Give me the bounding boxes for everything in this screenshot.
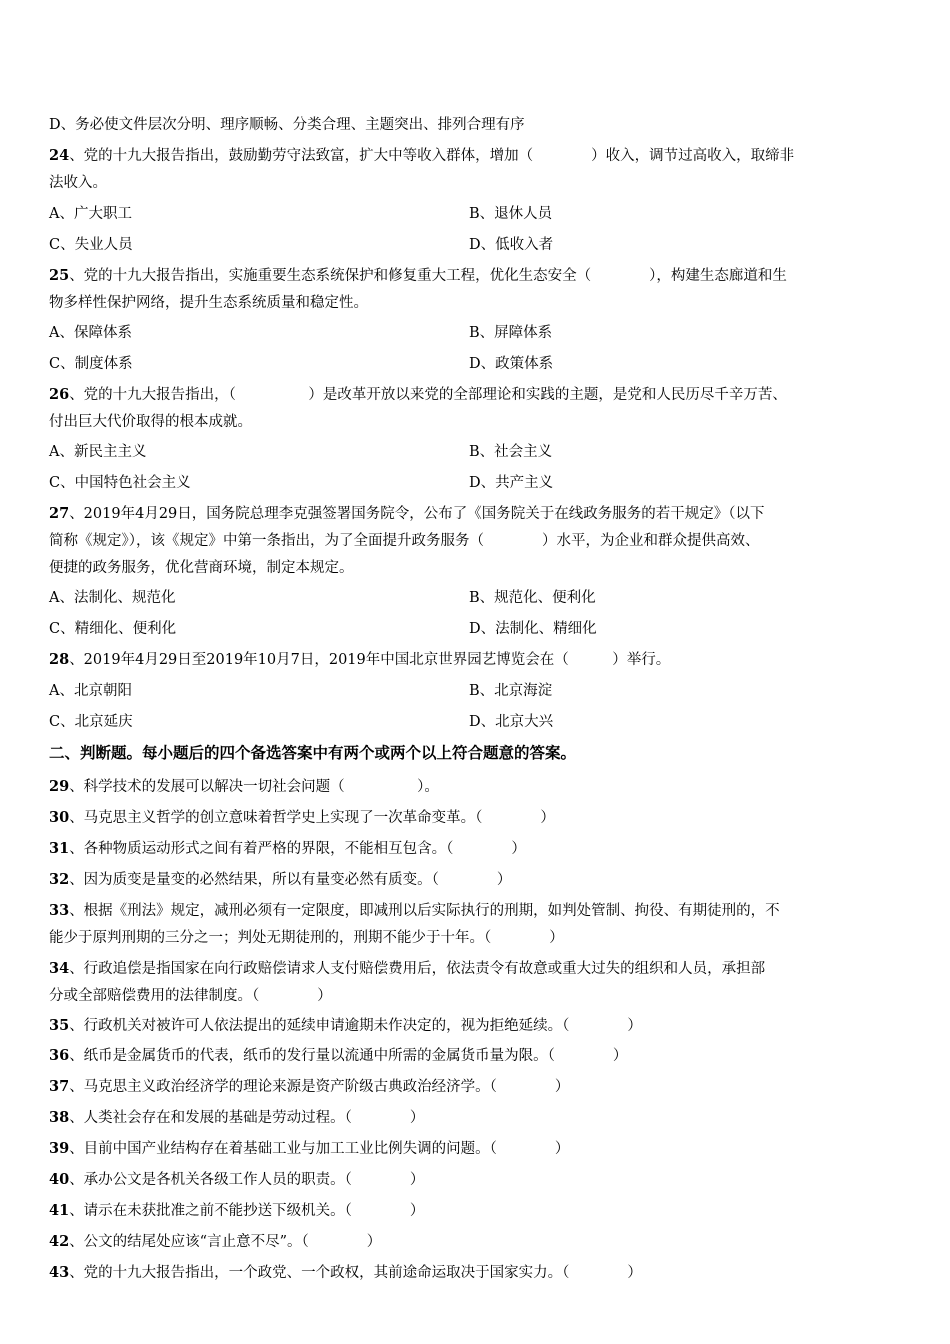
question-32 (49, 871, 889, 889)
option-a: A、新民主主义 (49, 444, 147, 460)
section-title: 二、判断题。每小题后的四个备选答案中有两个或两个以上符合题意的答案。 (49, 744, 577, 762)
question-28 (49, 651, 889, 669)
question-number: 26 (49, 386, 70, 403)
question-number: 30 (49, 809, 70, 826)
option-c: C、失业人员 (49, 237, 133, 253)
question-37 (49, 1078, 889, 1096)
question-text: 、马克思主义政治经济学的理论来源是资产阶级古典政治经济学。（ ） (69, 1079, 570, 1095)
option-b: B、屏障体系 (469, 325, 553, 341)
question-number: 38 (49, 1109, 70, 1126)
question-number: 36 (49, 1047, 70, 1064)
question-number: 29 (49, 778, 70, 795)
question-number: 25 (49, 267, 70, 284)
option-d: D、政策体系 (469, 356, 554, 372)
question-26 (49, 386, 889, 404)
question-text-continued: 物多样性保护网络，提升生态系统质量和稳定性。 (49, 295, 368, 311)
question-text: 、人类社会存在和发展的基础是劳动过程。（ ） (69, 1110, 425, 1126)
question-38 (49, 1109, 889, 1127)
option-b: B、规范化、便利化 (469, 590, 596, 606)
question-text: 、2019年4月29日，国务院总理李克强签署国务院令，公布了《国务院关于在线政务服务的若干规定》（以下 (69, 506, 765, 522)
question-number: 32 (49, 871, 70, 888)
question-29 (49, 778, 889, 796)
question-text-continued: 能少于原判刑期的三分之一；判处无期徒刑的，刑期不能少于十年。（ ） (49, 930, 564, 946)
option-c: C、中国特色社会主义 (49, 475, 191, 491)
question-text-continued: 付出巨大代价取得的根本成就。 (49, 414, 252, 430)
option-c: C、精细化、便利化 (49, 621, 177, 637)
question-text-continued: 分或全部赔偿费用的法律制度。（ ） (49, 988, 332, 1004)
question-number: 33 (49, 902, 70, 919)
question-35 (49, 1017, 889, 1035)
question-text-continued: 便捷的政务服务，优化营商环境，制定本规定。 (49, 560, 354, 576)
option-b: B、北京海淀 (469, 683, 553, 699)
question-text: 、党的十九大报告指出，鼓励勤劳守法致富，扩大中等收入群体，增加（ ）收入，调节过高收入，取缔非 (69, 148, 795, 164)
question-43 (49, 1264, 889, 1282)
question-text: 、党的十九大报告指出，一个政党、一个政权，其前途命运取决于国家实力。（ ） (69, 1265, 642, 1281)
option-c: C、北京延庆 (49, 714, 133, 730)
question-25 (49, 267, 889, 285)
question-42 (49, 1233, 889, 1251)
option-c: C、制度体系 (49, 356, 133, 372)
question-39 (49, 1140, 889, 1158)
question-text: 、党的十九大报告指出，实施重要生态系统保护和修复重大工程，优化生态安全（ ），构建生态廊道和生 (69, 268, 787, 284)
question-text: 、马克思主义哲学的创立意味着哲学史上实现了一次革命变革。（ ） (69, 810, 555, 826)
option-d: D、共产主义 (469, 475, 554, 491)
question-text: 、党的十九大报告指出，（ ）是改革开放以来党的全部理论和实践的主题，是党和人民历尽千辛万苦、 (69, 387, 787, 403)
option-a: A、广大职工 (49, 206, 132, 222)
option-a: A、保障体系 (49, 325, 132, 341)
question-text: 、目前中国产业结构存在着基础工业与加工工业比例失调的问题。（ ） (69, 1141, 570, 1157)
question-31 (49, 840, 889, 858)
question-text: 、纸币是金属货币的代表，纸币的发行量以流通中所需的金属货币量为限。（ ） (69, 1048, 628, 1064)
question-text: 、因为质变是量变的必然结果，所以有量变必然有质变。（ ） (69, 872, 512, 888)
question-number: 40 (49, 1171, 70, 1188)
question-text: 、请示在未获批准之前不能抄送下级机关。（ ） (69, 1203, 425, 1219)
question-number: 41 (49, 1202, 70, 1219)
question-text-continued: 简称《规定》），该《规定》中第一条指出，为了全面提升政务服务（ ）水平，为企业和群众提供高效、 (49, 533, 760, 549)
question-text: 、公文的结尾处应该“言止意不尽”。（ ） (69, 1234, 382, 1250)
option-b: B、退休人员 (469, 206, 553, 222)
option-a: A、北京朝阳 (49, 683, 132, 699)
question-27 (49, 505, 889, 523)
question-41 (49, 1202, 889, 1220)
question-number: 39 (49, 1140, 70, 1157)
question-text: 、2019年4月29日至2019年10月7日，2019年中国北京世界园艺博览会在（ ）举行。 (69, 652, 671, 668)
question-36 (49, 1047, 889, 1065)
question-text: 、科学技术的发展可以解决一切社会问题（ ）。 (69, 779, 439, 795)
question-24 (49, 147, 889, 165)
option-d: D、低收入者 (469, 237, 554, 253)
option-d: D、北京大兴 (469, 714, 554, 730)
option-d: D、法制化、精细化 (469, 621, 597, 637)
question-number: 31 (49, 840, 70, 857)
question-number: 35 (49, 1017, 70, 1034)
question-text: 、根据《刑法》规定，减刑必须有一定限度，即减刑以后实际执行的刑期，如判处管制、拘役、有期徒刑的，不 (69, 903, 780, 919)
question-number: 24 (49, 147, 70, 164)
question-30 (49, 809, 889, 827)
option-b: B、社会主义 (469, 444, 553, 460)
question-40 (49, 1171, 889, 1189)
question-number: 28 (49, 651, 70, 668)
question-number: 27 (49, 505, 70, 522)
question-text: 、各种物质运动形式之间有着严格的界限，不能相互包含。（ ） (69, 841, 526, 857)
question-text: 、行政机关对被许可人依法提出的延续申请逾期未作决定的，视为拒绝延续。（ ） (69, 1018, 642, 1034)
question-text-continued: 法收入。 (49, 175, 107, 191)
question-number: 37 (49, 1078, 70, 1095)
question-number: 42 (49, 1233, 70, 1250)
question-text: 、承办公文是各机关各级工作人员的职责。（ ） (69, 1172, 425, 1188)
option-line: D、务必使文件层次分明、理序顺畅、分类合理、主题突出、排列合理有序 (49, 117, 525, 133)
question-number: 34 (49, 960, 70, 977)
question-33 (49, 902, 889, 920)
question-text: 、行政追偿是指国家在向行政赔偿请求人支付赔偿费用后，依法责令有故意或重大过失的组织和人员，承担部 (69, 961, 766, 977)
question-number: 43 (49, 1264, 70, 1281)
option-a: A、法制化、规范化 (49, 590, 176, 606)
question-34 (49, 960, 889, 978)
